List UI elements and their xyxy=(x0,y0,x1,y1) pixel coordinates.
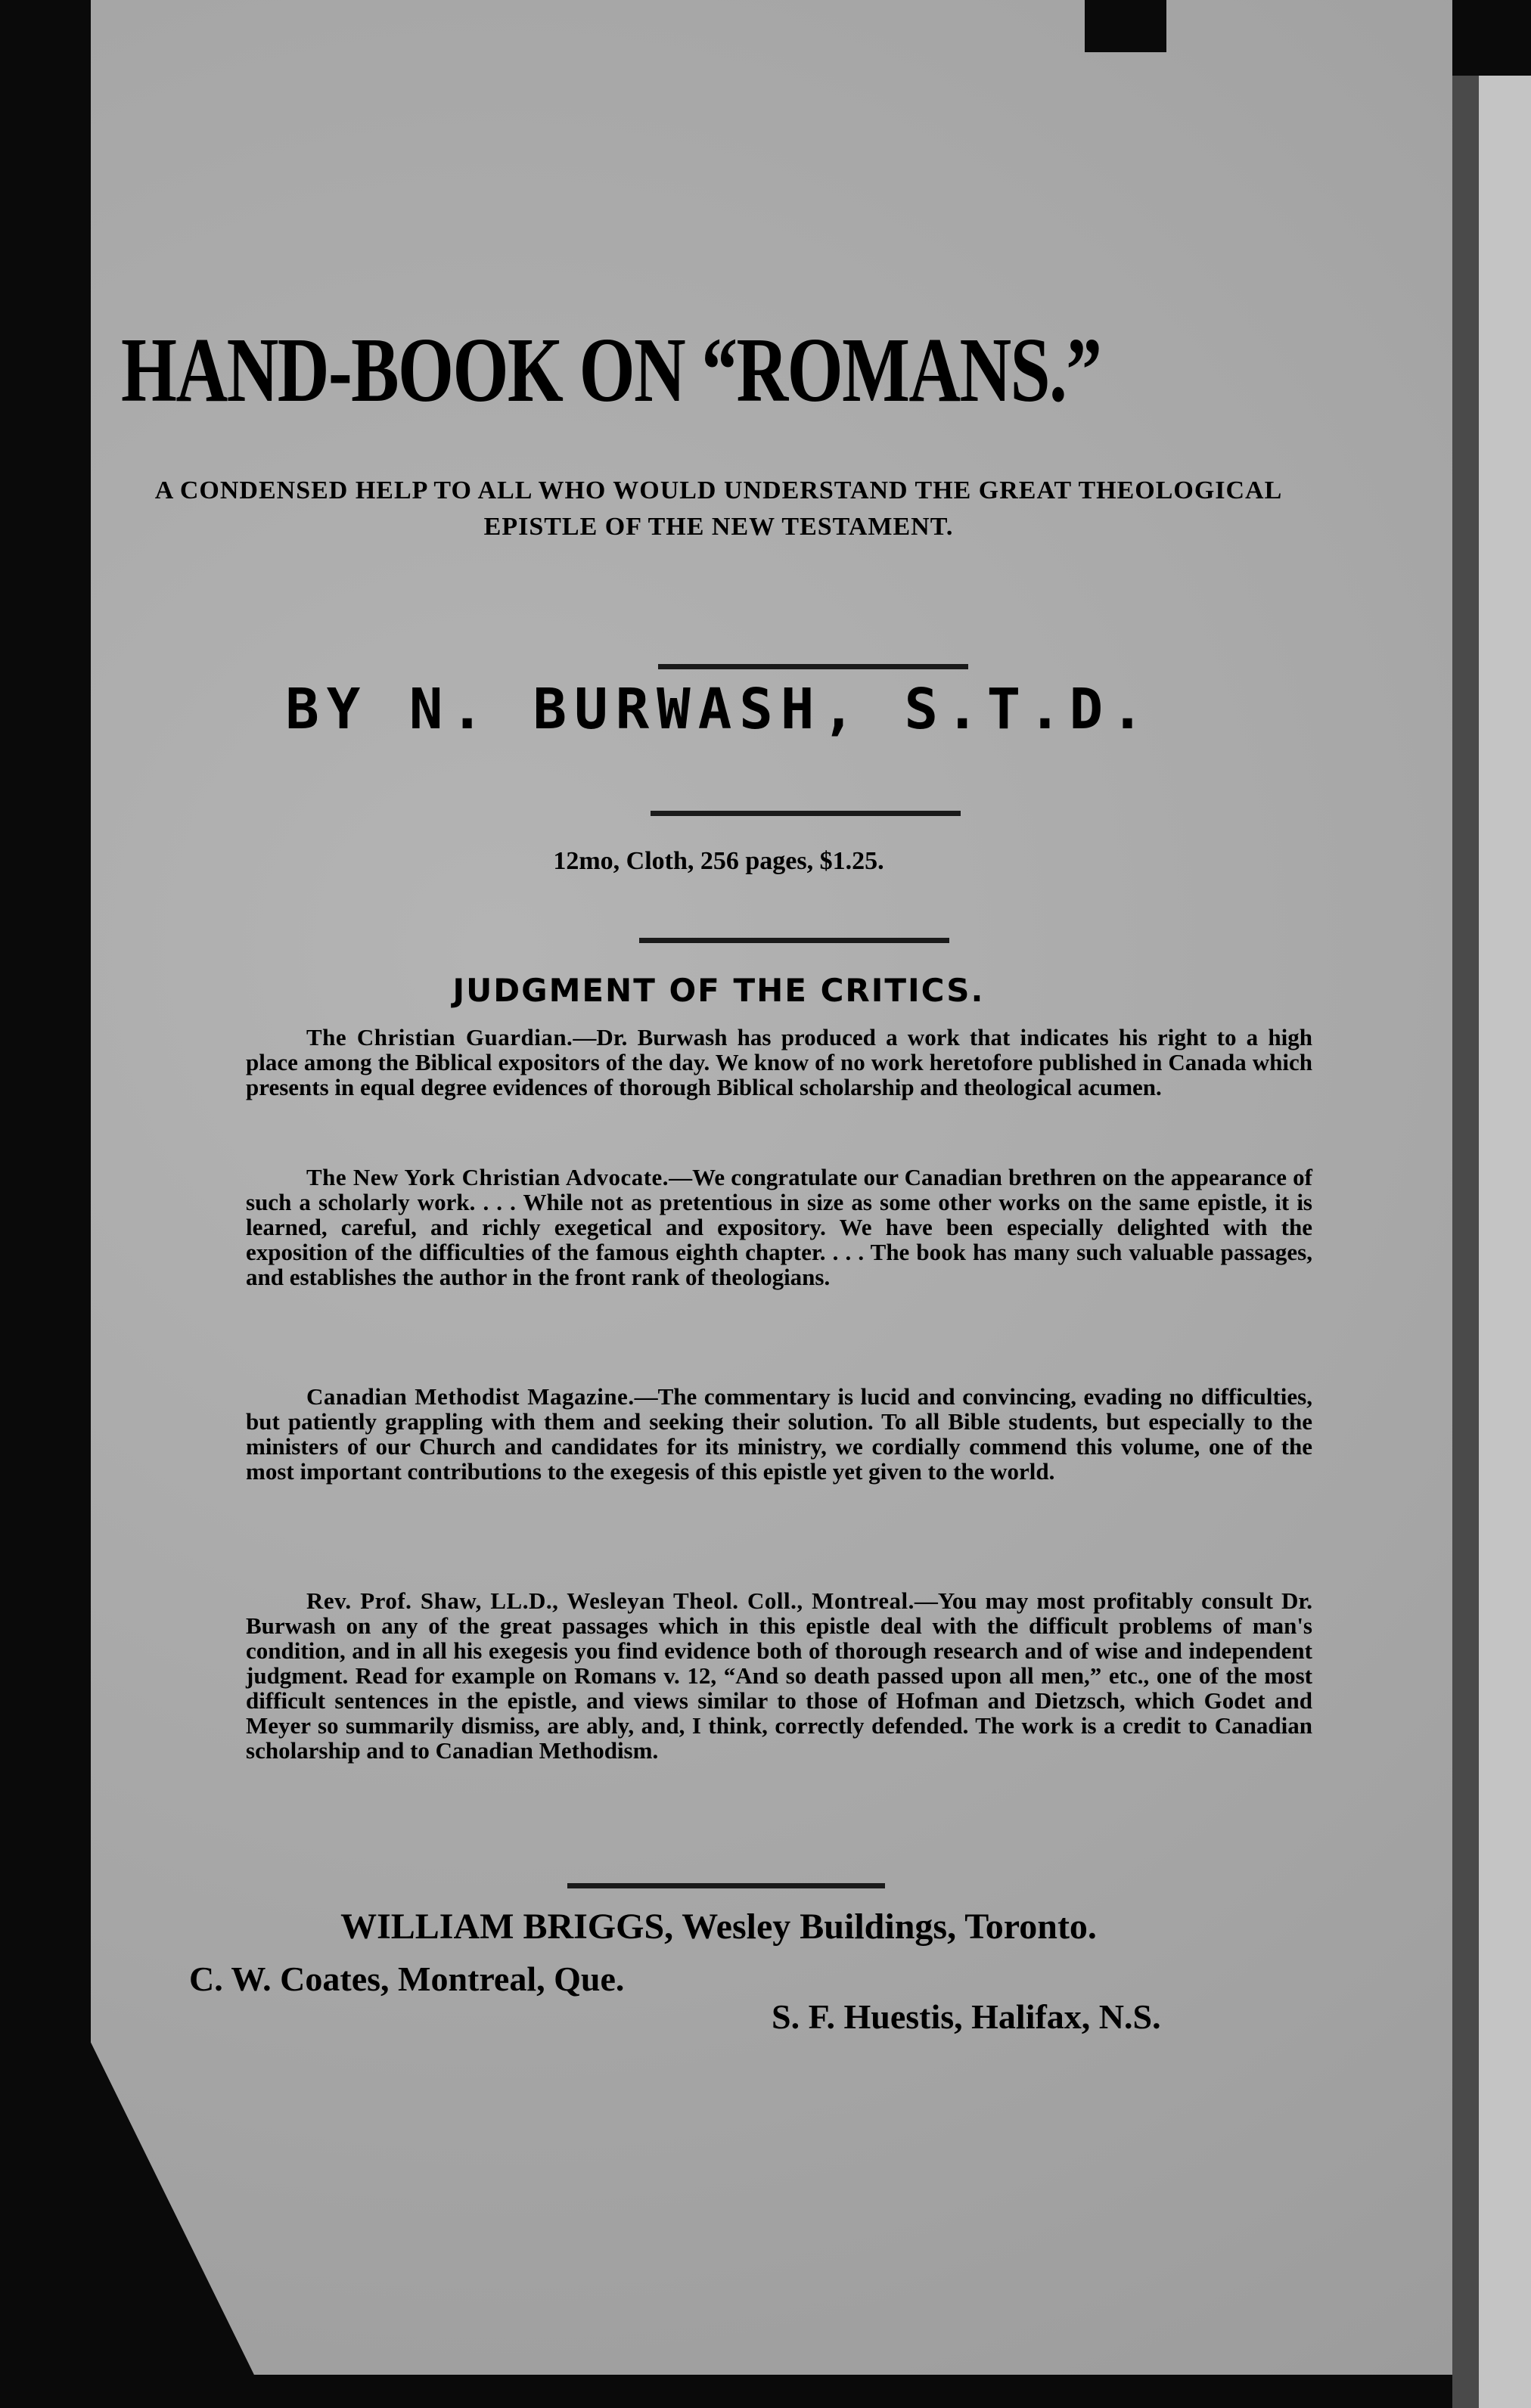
publisher-line: WILLIAM BRIGGS, Wesley Buildings, Toronto. xyxy=(340,1907,1097,1947)
review-text: —Dr. Burwash has produced a work that indicates his right to a high place among the Biblical expositors of the day. We know of no work heretofore published in Canada which presents in equal degree evidences of thorough Biblical scholarship and theological acumen. xyxy=(246,1024,1312,1100)
author-line: BY N. BURWASH, S.T.D. xyxy=(285,677,1152,742)
agent-halifax: S. F. Huestis, Halifax, N.S. xyxy=(772,1997,1161,2036)
page-gutter-shadow xyxy=(1452,76,1479,2408)
divider-rule xyxy=(639,938,949,943)
review-text: —You may most profitably consult Dr. Burwash on any of the great passages which in this epistle deal with the difficult problems of man's condition, and in all his exegesis you find evidence both of thorough research and of wise and independent judgment. Read for example on Romans v. 12, “And so death passed upon all men,” etc., one of the most difficult sentences in the epistle, and views similar to those of Hofman and Dietzsch, which Godet and Meyer so summarily dismiss, are ably, and, I think, correctly defended. The work is a credit to Canadian scholarship and to Canadian Methodism. xyxy=(246,1587,1312,1764)
agent-montreal: C. W. Coates, Montreal, Que. xyxy=(189,1960,625,1998)
book-subtitle: A CONDENSED HELP TO ALL WHO WOULD UNDERSTAND THE GREAT THEOLOGICAL EPISTLE OF THE NEW TESTAMENT. xyxy=(154,476,1283,541)
divider-rule xyxy=(567,1883,885,1888)
review-christian-guardian xyxy=(246,1025,1312,1100)
review-text: —We congratulate our Canadian brethren on the appearance of such a scholarly work. . . . While not as pretentious in size as some other works on the same epistle, it is learned, careful, and richly exegetical and expository. We have been especially delighted with the exposition of the difficulties of the famous eighth chapter. . . . The book has many such valuable passages, and establishes the author in the front rank of theologians. xyxy=(246,1164,1312,1290)
adjacent-page-edge xyxy=(1479,76,1531,2408)
book-title: HAND-BOOK ON “ROMANS.” xyxy=(121,319,1101,421)
review-text: —The commentary is lucid and convincing, evading no difficulties, but patiently grappling with them and seeking their solution. To all Bible students, but especially to the ministers of our Church and candidates for its ministry, we cordially commend this volume, one of the most important contributions to the exegesis of this epistle yet given to the world. xyxy=(246,1383,1312,1485)
review-new-york-christian-advocate xyxy=(246,1165,1312,1289)
review-rev-prof-shaw xyxy=(246,1588,1312,1763)
review-source: The Christian Guardian. xyxy=(306,1024,573,1050)
critics-heading: JUDGMENT OF THE CRITICS. xyxy=(452,972,985,1009)
divider-rule xyxy=(651,811,961,816)
divider-rule xyxy=(658,664,968,669)
review-canadian-methodist-magazine xyxy=(246,1384,1312,1484)
price-line: 12mo, Cloth, 256 pages, $1.25. xyxy=(553,847,884,875)
review-source: Canadian Methodist Magazine. xyxy=(306,1383,635,1410)
review-source: The New York Christian Advocate. xyxy=(306,1164,669,1190)
review-source: Rev. Prof. Shaw, LL.D., Wesleyan Theol. Coll., Montreal. xyxy=(306,1587,915,1614)
